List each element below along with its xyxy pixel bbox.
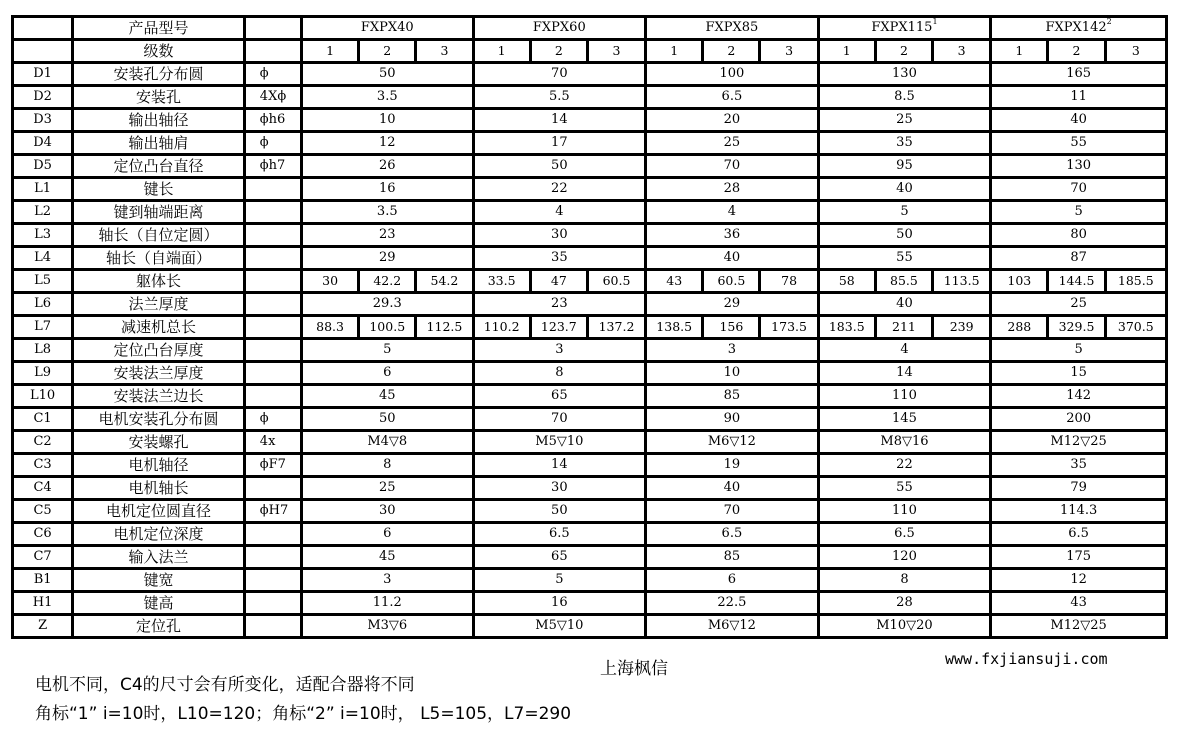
table-row [14, 156, 1165, 179]
footnote-superscripts: 角标“1” i=10时，L10=120；角标“2” i=10时， L5=105，L7=290 [35, 704, 572, 724]
model-value: 110 [820, 386, 993, 409]
model-value: 50 [820, 225, 993, 248]
table-row [14, 363, 1165, 386]
dimension-symbol: ϕF7 [246, 455, 303, 478]
model-value: 6 [647, 570, 820, 593]
stage-value: 144.5 [1049, 271, 1106, 294]
dimension-code: D4 [14, 133, 74, 156]
dimension-name: 定位凸台厚度 [74, 340, 246, 363]
model-value: 40 [820, 294, 993, 317]
model-value: 23 [303, 225, 475, 248]
model-value: 12 [992, 570, 1165, 593]
model-value: M6▽12 [647, 616, 820, 636]
stage-value: 137.2 [589, 317, 647, 340]
model-name: FXPX85 [705, 20, 759, 35]
stage-value: 138.5 [647, 317, 704, 340]
model-value: 40 [992, 110, 1165, 133]
stage-value: 58 [820, 271, 877, 294]
dimension-code: C4 [14, 478, 74, 501]
model-value: 22 [820, 455, 993, 478]
stage-number: 2 [704, 41, 761, 64]
model-name: FXPX60 [532, 20, 586, 35]
dimension-code: B1 [14, 570, 74, 593]
table-row [14, 409, 1165, 432]
dimension-name: 电机轴径 [74, 455, 246, 478]
model-value: 16 [475, 593, 648, 616]
dimension-symbol [246, 524, 303, 547]
table-row [14, 133, 1165, 156]
dimension-name: 键宽 [74, 570, 246, 593]
model-value: 5.5 [475, 87, 648, 110]
table-row [14, 432, 1165, 455]
model-value: M3▽6 [303, 616, 475, 636]
model-value: 5 [303, 340, 475, 363]
table-row [14, 616, 1165, 636]
dimension-name: 键到轴端距离 [74, 202, 246, 225]
model-value: 142 [992, 386, 1165, 409]
dimension-symbol [246, 225, 303, 248]
model-name: FXPX142 [1045, 20, 1107, 35]
model-value: 6 [303, 363, 475, 386]
stage-value: 60.5 [704, 271, 761, 294]
model-value: 6 [303, 524, 475, 547]
table-row [14, 547, 1165, 570]
model-value: 145 [820, 409, 993, 432]
dimension-code: C6 [14, 524, 74, 547]
table-row [14, 179, 1165, 202]
stage-value: 88.3 [303, 317, 360, 340]
table-row [14, 570, 1165, 593]
table-row [14, 64, 1165, 87]
corner-cell [14, 18, 74, 41]
stage-value: 185.5 [1107, 271, 1165, 294]
model-value: 8 [303, 455, 475, 478]
dimension-code: D1 [14, 64, 74, 87]
dimension-name: 躯体长 [74, 271, 246, 294]
model-value: 36 [647, 225, 820, 248]
dimension-code: C2 [14, 432, 74, 455]
spec-table [11, 15, 1168, 639]
stage-number: 1 [303, 41, 360, 64]
model-header [303, 18, 475, 41]
table-row [14, 593, 1165, 616]
dimension-name: 电机安装孔分布圆 [74, 409, 246, 432]
model-value: 35 [992, 455, 1165, 478]
dimension-symbol [246, 271, 303, 294]
dimension-symbol: ϕ [246, 133, 303, 156]
stage-value: 156 [704, 317, 761, 340]
model-value: 55 [820, 248, 993, 271]
dimension-name: 电机定位圆直径 [74, 501, 246, 524]
model-value: 29 [303, 248, 475, 271]
stage-value: 103 [992, 271, 1049, 294]
dimension-code: D3 [14, 110, 74, 133]
stage-value: 60.5 [589, 271, 647, 294]
dimension-code: Z [14, 616, 74, 636]
header-row-model [14, 18, 1165, 41]
model-value: 70 [475, 64, 648, 87]
stage-number: 1 [992, 41, 1049, 64]
model-name: FXPX115 [871, 20, 933, 35]
stage-value: 85.5 [877, 271, 934, 294]
dimension-name: 键高 [74, 593, 246, 616]
dimension-name: 安装法兰边长 [74, 386, 246, 409]
model-value: 5 [992, 340, 1165, 363]
model-value: M8▽16 [820, 432, 993, 455]
company-name: 上海枫信 [600, 659, 668, 679]
dimension-name: 轴长（自端面） [74, 248, 246, 271]
model-superscript: 1 [932, 18, 938, 26]
model-value: 22 [475, 179, 648, 202]
dimension-code: L5 [14, 271, 74, 294]
model-value: 3 [303, 570, 475, 593]
model-value: 12 [303, 133, 475, 156]
table-row [14, 455, 1165, 478]
model-value: 10 [303, 110, 475, 133]
model-value: 70 [992, 179, 1165, 202]
model-value: 200 [992, 409, 1165, 432]
dimension-code: C1 [14, 409, 74, 432]
dimension-code: D2 [14, 87, 74, 110]
dimension-code: C3 [14, 455, 74, 478]
model-value: M6▽12 [647, 432, 820, 455]
model-value: 6.5 [475, 524, 648, 547]
model-value: 100 [647, 64, 820, 87]
model-value: 50 [475, 501, 648, 524]
model-value: 50 [475, 156, 648, 179]
dimension-code: C5 [14, 501, 74, 524]
dimension-code: L1 [14, 179, 74, 202]
model-value: 87 [992, 248, 1165, 271]
table-row [14, 248, 1165, 271]
table-row [14, 386, 1165, 409]
footnote-motor: 电机不同，C4的尺寸会有所变化，适配合器将不同 [35, 675, 415, 695]
model-value: 50 [303, 409, 475, 432]
dimension-name: 安装孔分布圆 [74, 64, 246, 87]
dimension-symbol [246, 570, 303, 593]
model-value: 45 [303, 386, 475, 409]
model-label: 产品型号 [74, 18, 246, 41]
model-value: 25 [820, 110, 993, 133]
stage-value: 43 [647, 271, 704, 294]
model-value: 70 [475, 409, 648, 432]
model-value: 25 [992, 294, 1165, 317]
model-value: 35 [820, 133, 993, 156]
dimension-symbol: ϕ [246, 64, 303, 87]
model-value: 30 [303, 501, 475, 524]
model-value: 4 [647, 202, 820, 225]
model-value: 25 [303, 478, 475, 501]
model-value: 6.5 [992, 524, 1165, 547]
stage-number: 3 [934, 41, 992, 64]
stage-number: 3 [761, 41, 819, 64]
stage-number: 2 [532, 41, 589, 64]
dimension-name: 安装法兰厚度 [74, 363, 246, 386]
stage-number: 1 [475, 41, 532, 64]
model-value: 5 [992, 202, 1165, 225]
table-row [14, 524, 1165, 547]
stage-number: 3 [1107, 41, 1165, 64]
dimension-symbol: ϕh7 [246, 156, 303, 179]
table-row [14, 202, 1165, 225]
model-value: 10 [647, 363, 820, 386]
dimension-symbol: ϕ [246, 409, 303, 432]
stage-value: 30 [303, 271, 360, 294]
model-value: M4▽8 [303, 432, 475, 455]
stage-value: 123.7 [532, 317, 589, 340]
stage-value: 33.5 [475, 271, 532, 294]
model-value: 85 [647, 547, 820, 570]
model-value: 4 [475, 202, 648, 225]
stage-value: 42.2 [360, 271, 417, 294]
stage-number: 2 [1049, 41, 1106, 64]
dimension-name: 键长 [74, 179, 246, 202]
model-value: 110 [820, 501, 993, 524]
model-value: 40 [647, 248, 820, 271]
stage-value: 113.5 [934, 271, 992, 294]
model-value: 25 [647, 133, 820, 156]
model-value: 3.5 [303, 202, 475, 225]
model-value: 30 [475, 225, 648, 248]
dimension-symbol [246, 317, 303, 340]
dimension-name: 输出轴肩 [74, 133, 246, 156]
model-value: 5 [820, 202, 993, 225]
dimension-symbol [246, 593, 303, 616]
model-value: 130 [820, 64, 993, 87]
dimension-symbol: ϕh6 [246, 110, 303, 133]
model-value: 22.5 [647, 593, 820, 616]
model-value: 70 [647, 156, 820, 179]
dimension-name: 安装螺孔 [74, 432, 246, 455]
dimension-name: 定位凸台直径 [74, 156, 246, 179]
model-value: 14 [475, 455, 648, 478]
dimension-symbol [246, 478, 303, 501]
model-value: 165 [992, 64, 1165, 87]
model-value: M5▽10 [475, 432, 648, 455]
dimension-code: L3 [14, 225, 74, 248]
dimension-name: 电机定位深度 [74, 524, 246, 547]
stage-label: 级数 [74, 41, 246, 64]
model-value: 28 [647, 179, 820, 202]
table-row [14, 87, 1165, 110]
model-header [647, 18, 820, 41]
dimension-name: 输入法兰 [74, 547, 246, 570]
dimension-symbol [246, 616, 303, 636]
model-value: 175 [992, 547, 1165, 570]
dimension-code: L4 [14, 248, 74, 271]
model-value: 45 [303, 547, 475, 570]
model-value: 95 [820, 156, 993, 179]
dimension-symbol [246, 248, 303, 271]
table-row [14, 501, 1165, 524]
model-value: 30 [475, 478, 648, 501]
dimension-code: D5 [14, 156, 74, 179]
dimension-symbol: 4Xϕ [246, 87, 303, 110]
model-value: 6.5 [820, 524, 993, 547]
corner-cell [14, 41, 74, 64]
dimension-code: H1 [14, 593, 74, 616]
stage-value: 47 [532, 271, 589, 294]
stage-number: 3 [417, 41, 474, 64]
model-value: 29 [647, 294, 820, 317]
model-value: 65 [475, 386, 648, 409]
model-value: 20 [647, 110, 820, 133]
dimension-symbol [246, 386, 303, 409]
model-value: 40 [820, 179, 993, 202]
stage-value: 370.5 [1107, 317, 1165, 340]
model-value: 8 [475, 363, 648, 386]
stage-value: 78 [761, 271, 819, 294]
dimension-symbol [246, 294, 303, 317]
dimension-code: C7 [14, 547, 74, 570]
dimension-name: 轴长（自位定圆） [74, 225, 246, 248]
dimension-code: L2 [14, 202, 74, 225]
stage-value: 173.5 [761, 317, 819, 340]
table-row [14, 225, 1165, 248]
stage-value: 100.5 [360, 317, 417, 340]
stage-value: 329.5 [1049, 317, 1106, 340]
model-value: 90 [647, 409, 820, 432]
table-row [14, 110, 1165, 133]
dimension-code: L10 [14, 386, 74, 409]
table-row [14, 478, 1165, 501]
stage-value: 183.5 [820, 317, 877, 340]
model-superscript: 2 [1106, 18, 1112, 26]
dimension-name: 安装孔 [74, 87, 246, 110]
stage-value: 110.2 [475, 317, 532, 340]
model-value: 35 [475, 248, 648, 271]
model-value: 8.5 [820, 87, 993, 110]
stage-number: 2 [877, 41, 934, 64]
model-value: 43 [992, 593, 1165, 616]
stage-value: 54.2 [417, 271, 474, 294]
dimension-symbol [246, 547, 303, 570]
model-value: 3.5 [303, 87, 475, 110]
dimension-code: L8 [14, 340, 74, 363]
stage-number: 1 [647, 41, 704, 64]
model-value: 80 [992, 225, 1165, 248]
model-value: 16 [303, 179, 475, 202]
spec-table-body [14, 18, 1165, 636]
model-value: 40 [647, 478, 820, 501]
dimension-name: 法兰厚度 [74, 294, 246, 317]
model-value: 130 [992, 156, 1165, 179]
stage-number: 2 [360, 41, 417, 64]
model-value: 114.3 [992, 501, 1165, 524]
model-value: 5 [475, 570, 648, 593]
model-value: 28 [820, 593, 993, 616]
model-header [992, 18, 1165, 41]
stage-number: 1 [820, 41, 877, 64]
model-value: M5▽10 [475, 616, 648, 636]
model-value: 11 [992, 87, 1165, 110]
model-value: 26 [303, 156, 475, 179]
model-value: 50 [303, 64, 475, 87]
model-value: 4 [820, 340, 993, 363]
dimension-name: 输出轴径 [74, 110, 246, 133]
model-value: 55 [820, 478, 993, 501]
model-value: 19 [647, 455, 820, 478]
model-value: M12▽25 [1050, 618, 1107, 633]
stage-value: 288 [992, 317, 1049, 340]
stage-value: 211 [877, 317, 934, 340]
model-value: 14 [475, 110, 648, 133]
dimension-code: L9 [14, 363, 74, 386]
symbol-header-cell [246, 18, 303, 41]
model-value: 55 [992, 133, 1165, 156]
dimension-name: 电机轴长 [74, 478, 246, 501]
model-value: M10▽20 [820, 616, 993, 636]
model-value: 3 [475, 340, 648, 363]
model-value: 6.5 [647, 524, 820, 547]
model-value: 29.3 [303, 294, 475, 317]
model-value: 6.5 [647, 87, 820, 110]
model-name: FXPX40 [360, 20, 414, 35]
stage-value: 239 [934, 317, 992, 340]
table-row [14, 340, 1165, 363]
dimension-symbol [246, 363, 303, 386]
model-value: 85 [647, 386, 820, 409]
dimension-code: L6 [14, 294, 74, 317]
model-value: 8 [820, 570, 993, 593]
dimension-symbol [246, 340, 303, 363]
model-header [820, 18, 993, 41]
model-value: M12▽25 [992, 432, 1165, 455]
table-row [14, 317, 1165, 340]
dimension-name: 减速机总长 [74, 317, 246, 340]
model-value: 15 [992, 363, 1165, 386]
website-url: www.fxjiansuji.com [945, 650, 1108, 668]
stage-number: 3 [589, 41, 647, 64]
model-value: 79 [992, 478, 1165, 501]
model-value: 3 [647, 340, 820, 363]
dimension-symbol: ϕH7 [246, 501, 303, 524]
model-value: 120 [820, 547, 993, 570]
model-value: 23 [475, 294, 648, 317]
dimension-symbol [246, 179, 303, 202]
symbol-header-cell [246, 41, 303, 64]
dimension-code: L7 [14, 317, 74, 340]
dimension-name: 定位孔 [74, 616, 246, 636]
dimension-symbol [246, 202, 303, 225]
model-value: 11.2 [303, 593, 475, 616]
dimension-symbol: 4x [246, 432, 303, 455]
header-row-stage [14, 41, 1165, 64]
model-value: 14 [820, 363, 993, 386]
model-header [475, 18, 648, 41]
stage-value: 112.5 [417, 317, 474, 340]
model-value: 70 [647, 501, 820, 524]
model-value: 17 [475, 133, 648, 156]
table-row [14, 271, 1165, 294]
model-value: 65 [475, 547, 648, 570]
table-row [14, 294, 1165, 317]
